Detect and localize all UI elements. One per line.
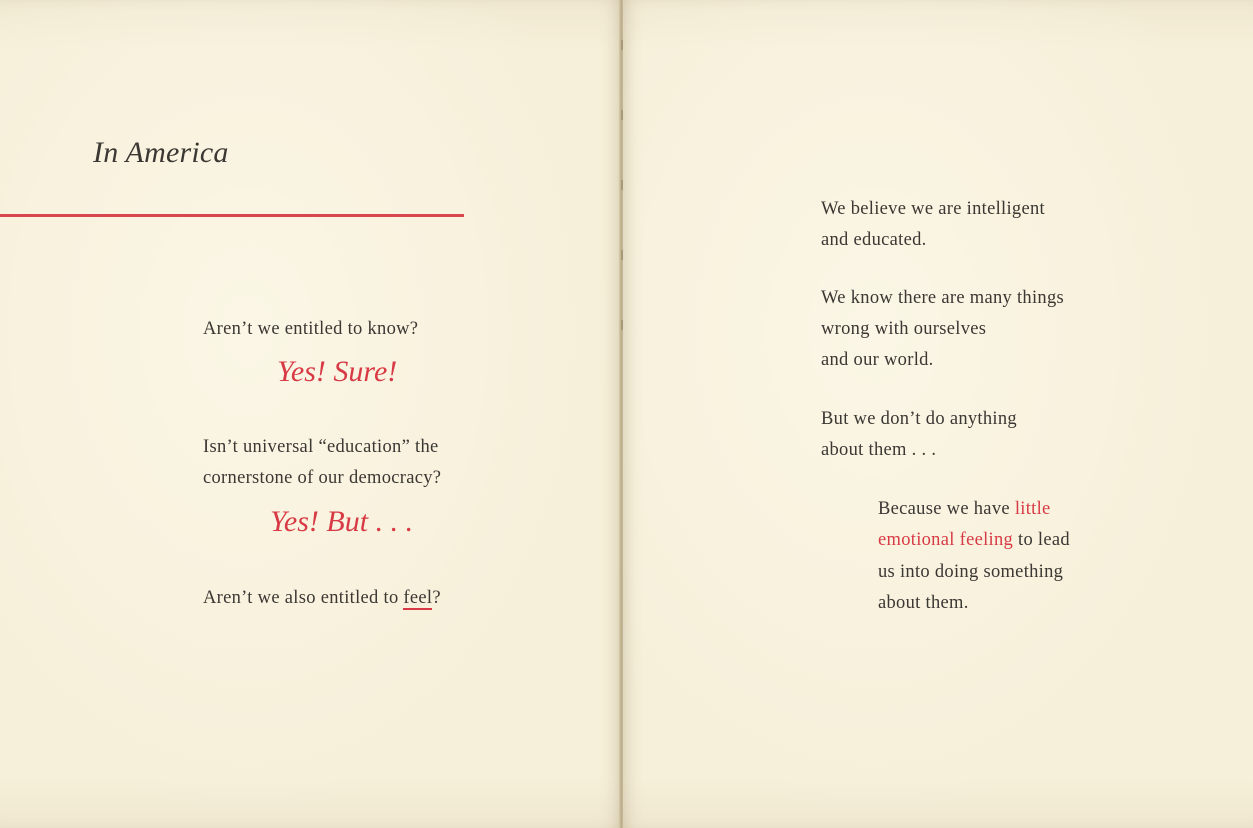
question-feel-prefix: Aren’t we also entitled to [203, 588, 404, 608]
paragraph-3-line-2: about them . . . [821, 440, 937, 460]
question-entitled-to-know: Aren’t we entitled to know? [203, 319, 419, 339]
highlight-emotional-feeling: emotional feeling [878, 530, 1014, 550]
highlight-little: little [1014, 499, 1051, 519]
paragraph-1-line-2: and educated. [821, 230, 927, 250]
page-heading: In America [93, 136, 229, 169]
paragraph-2-line-1: We know there are many things [821, 288, 1065, 308]
answer-yes-but: Yes! But . . . [270, 505, 414, 538]
paragraph-4-line-2 [878, 530, 1070, 551]
red-divider-rule [0, 214, 464, 217]
question-education-line2: cornerstone of our democracy? [203, 468, 442, 488]
paragraph-4-line-1 [878, 499, 1051, 520]
paragraph-3-line-1: But we don’t do anything [821, 409, 1017, 429]
paragraph-2-line-2: wrong with ourselves [821, 319, 987, 339]
paragraph-2-line-3: and our world. [821, 350, 934, 370]
question-entitled-to-feel [203, 588, 441, 609]
left-page [0, 0, 620, 828]
question-feel-suffix: ? [432, 588, 441, 608]
paragraph-4-line-4: about them. [878, 593, 969, 613]
answer-yes-sure: Yes! Sure! [277, 355, 398, 388]
paragraph-4-line-1-text: Because we have [878, 499, 1015, 519]
right-page [623, 0, 1253, 828]
paragraph-4-line-2-text: to lead [1013, 530, 1070, 550]
paragraph-4-line-3: us into doing something [878, 562, 1064, 582]
question-education-line1: Isn’t universal “education” the [203, 437, 439, 457]
paragraph-1-line-1: We believe we are intelligent [821, 199, 1045, 219]
emphasized-word-feel: feel [403, 588, 433, 608]
